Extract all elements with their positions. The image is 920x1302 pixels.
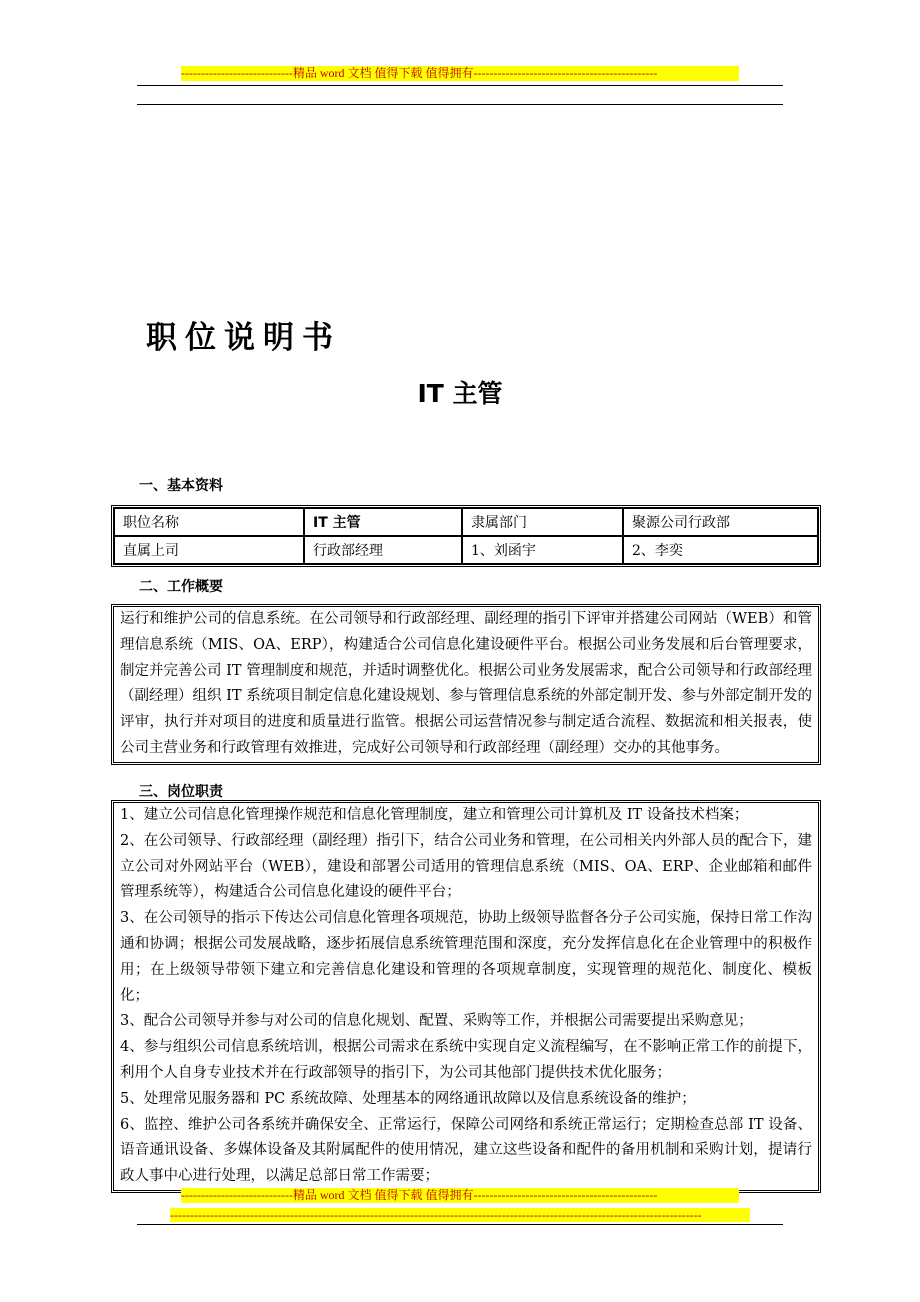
table-cell: 隶属部门 (462, 508, 623, 536)
table-row (114, 536, 818, 564)
table-cell: 行政部经理 (304, 536, 462, 564)
duties-heading: 三、岗位职责 (139, 784, 223, 800)
header-banner: ----------------------------精品 word 文档 值得下载 值得拥有---------------------------------------------- (181, 66, 739, 81)
table-cell: 1、刘函宇 (462, 536, 623, 564)
list-item: 5、处理常见服务器和 PC 系统故障、处理基本的网络通讯故障以及信息系统设备的维护； (120, 1090, 696, 1107)
header-rule-lower (137, 104, 783, 105)
table-cell: 职位名称 (114, 508, 304, 536)
list-item: 1、建立公司信息化管理操作规范和信息化管理制度，建立和管理公司计算机及 IT 设备技术档案； (120, 807, 749, 823)
footer-rule (137, 1224, 783, 1225)
basic-info-table (111, 505, 821, 567)
list-item: 3、在公司领导的指示下传达公司信息化管理各项规范，协助上级领导监督各分子公司实施，保持日常工作沟通和协调；根据公司发展战略，逐步拓展信息系统管理范围和深度，充分发挥信息化在企业管理中的积极作用；在上级领导带领下建立和完善信息化建设和管理的各项规章制度，实现管理的规范化、制度化、模板化； (120, 910, 812, 1004)
document-title: 职位说明书 (146, 320, 341, 356)
list-item: 3、配合公司领导并参与对公司的信息化规划、配置、采购等工作，并根据公司需要提出采购意见； (120, 1013, 753, 1030)
table-row (114, 508, 818, 536)
overview-heading: 二、工作概要 (139, 579, 223, 595)
table-cell: IT 主管 (304, 508, 462, 536)
list-item: 2、在公司领导、行政部经理（副经理）指引下，结合公司业务和管理，在公司相关内外部人员的配合下，建立公司对外网站平台（WEB），建设和部署公司适用的管理信息系统（MIS、OA、ERP、企业邮箱和邮件管理系统等），构建适合公司信息化建设的硬件平台； (120, 832, 812, 901)
list-item: 4、参与组织公司信息系统培训，根据公司需求在系统中实现自定义流程编写，在不影响正常工作的前提下，利用个人自身专业技术并在行政部领导的指引下，为公司其他部门提供技术优化服务； (120, 1039, 812, 1081)
overview-box (111, 604, 821, 765)
overview-text: 运行和维护公司的信息系统。在公司领导和行政部经理、副经理的指引下评审并搭建公司网站（WEB）和管理信息系统（MIS、OA、ERP），构建适合公司信息化建设硬件平台。根据公司业务发展和后台管理要求，制定并完善公司 IT 管理制度和规范，并适时调整优化。根据公司业务发展需求，配合公司领导和行政部经理（副经理）组织 IT 系统项目制定信息化建设规划、参与管理信息系统的外部定制开发、参与外部定制开发的评审，执行并对项目的进度和质量进行监管。根据公司运营情况参与制定适合流程、数据流和相关报表，使公司主营业务和行政管理有效推进，完成好公司领导和行政部经理（副经理）交办的其他事务。 (120, 611, 812, 756)
table-cell: 2、李奕 (623, 536, 818, 564)
table-cell: 直属上司 (114, 536, 304, 564)
table-cell: 聚源公司行政部 (623, 508, 818, 536)
list-item: 6、监控、维护公司各系统并确保安全、正常运行，保障公司网络和系统正常运行；定期检查总部 IT 设备、语音通讯设备、多媒体设备及其附属配件的使用情况，建立这些设备和配件的备用机制和采购计划，提请行政人事中心进行处理，以满足总部日常工作需要； (120, 1116, 812, 1185)
duties-box (111, 800, 821, 1193)
header-rule (137, 85, 783, 86)
footer-dashes: ------------------------------------------------------------------------------------------------------------------------------------- (170, 1208, 750, 1222)
job-title: IT 主管 (417, 379, 503, 408)
footer-banner: ----------------------------精品 word 文档 值得下载 值得拥有---------------------------------------------- (181, 1188, 739, 1203)
basic-info-heading: 一、基本资料 (139, 478, 223, 494)
